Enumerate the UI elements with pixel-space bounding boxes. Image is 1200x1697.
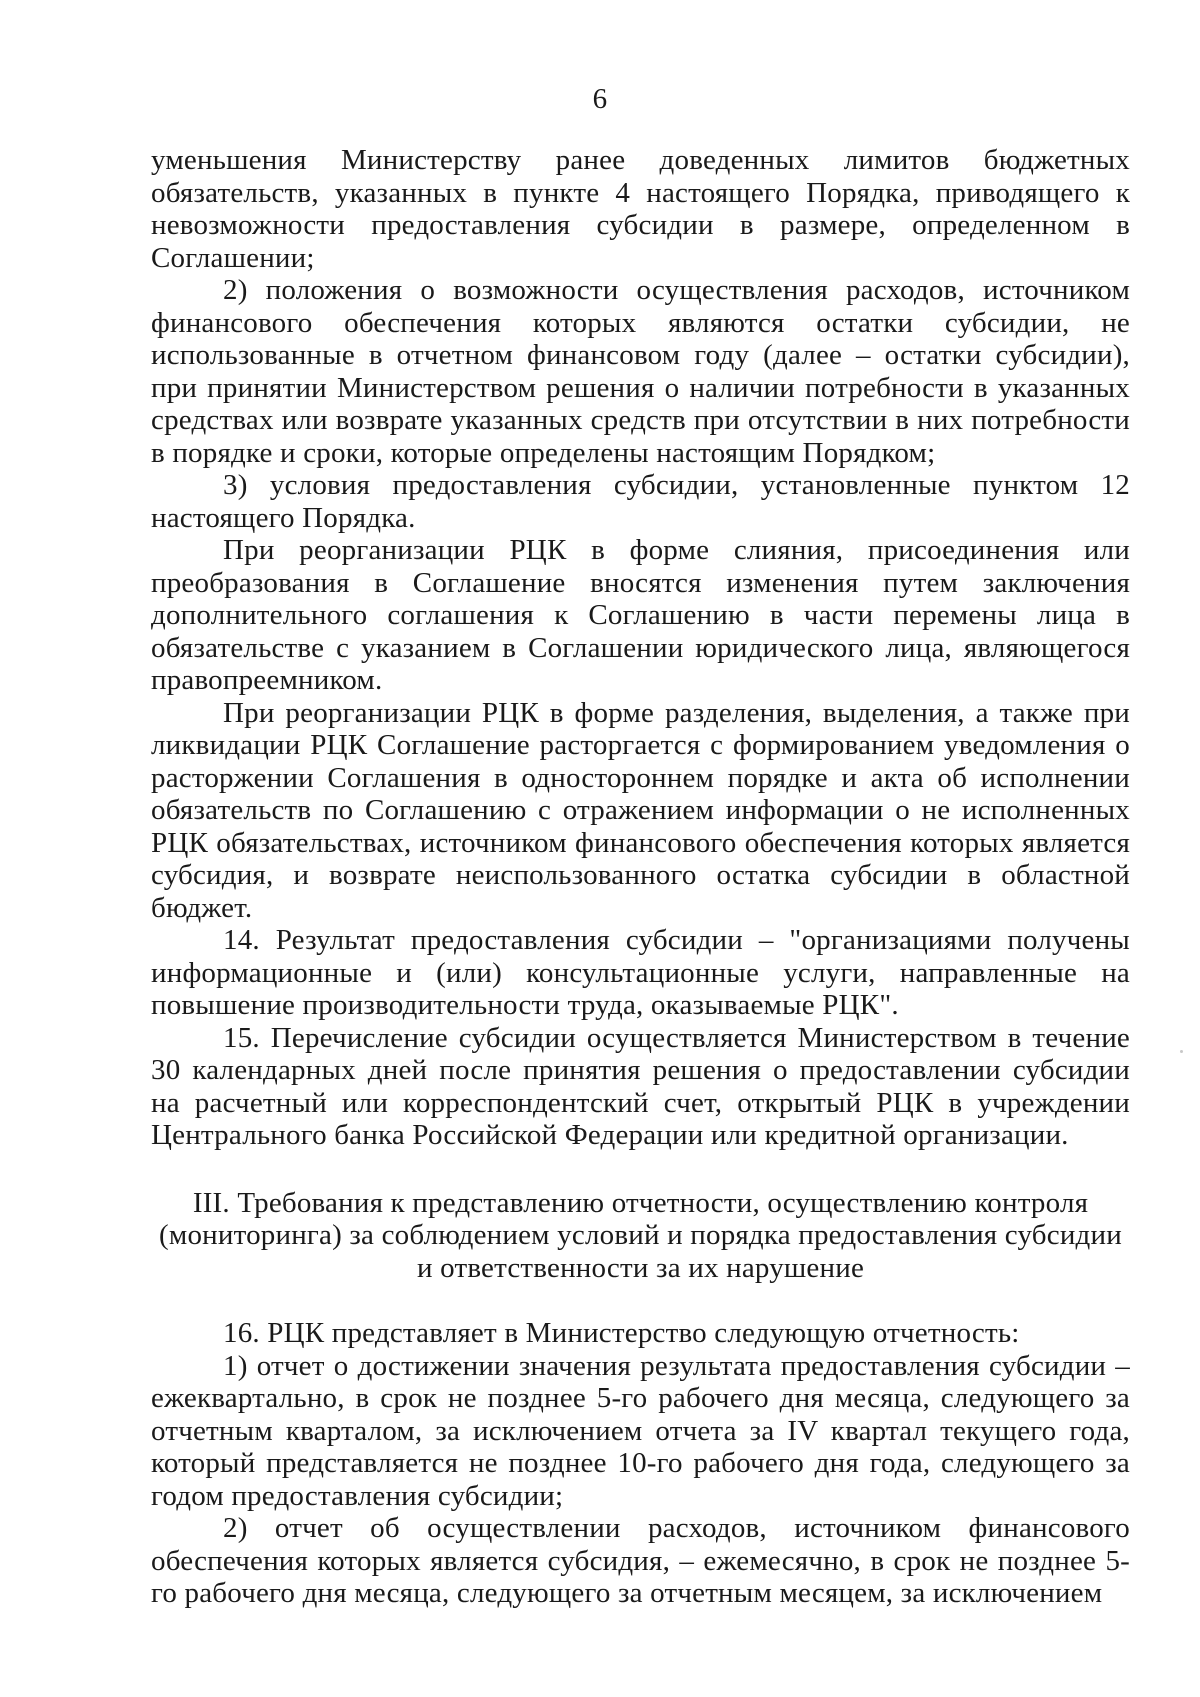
paragraph-clause-16: 16. РЦК представляет в Министерство следующую отчетность: xyxy=(223,1317,1020,1349)
paragraph-item-3-conditions: 3) условия предоставления субсидии, установленные пунктом 12 настоящего Порядка. xyxy=(151,469,1130,534)
scan-speck xyxy=(1180,1050,1183,1053)
paragraph-item-2-balances: 2) положения о возможности осуществления расходов, источником финансового обеспечения которых являются остатки субсидии, не использованные в отчетном финансовом году (далее – остатки субсидии), при принятии Министерством решения о наличии потребности в указанных средствах или возврате указанных средств при отсутствии в них потребности в порядке и сроки, которые определены настоящим Порядком; xyxy=(151,274,1130,469)
paragraph-reorganization-merger: При реорганизации РЦК в форме слияния, присоединения или преобразования в Соглашение вносятся изменения путем заключения дополнительного соглашения к Соглашению в части перемены лица в обязательстве с указанием в Соглашении юридического лица, являющегося правопреемником. xyxy=(151,534,1130,696)
paragraph-report-1: 1) отчет о достижении значения результата предоставления субсидии – ежеквартально, в срок не позднее 5-го рабочего дня месяца, следующего за отчетным кварталом, за исключением отчета за IV квартал текущего года, который представляется не позднее 10-го рабочего дня года, следующего за годом предоставления субсидии; xyxy=(151,1349,1130,1512)
paragraph-reorganization-division: При реорганизации РЦК в форме разделения, выделения, а также при ликвидации РЦК Соглашение расторгается с формированием уведомления о расторжении Соглашения в одностороннем порядке и акта об исполнении обязательств по Соглашению с отражением информации о не исполненных РЦК обязательствах, источником финансового обеспечения которых является субсидия, и возврате неиспользованного остатка субсидии в областной бюджет. xyxy=(151,696,1130,924)
paragraph-continuation: уменьшения Министерству ранее доведенных лимитов бюджетных обязательств, указанных в пункте 4 настоящего Порядка, приводящего к невозможности предоставления субсидии в размере, определенном в Соглашении; xyxy=(151,144,1130,274)
paragraph-clause-14: 14. Результат предоставления субсидии – "организациями получены информационные и (или) консультационные услуги, направленные на повышение производительности труда, оказываемые РЦК". xyxy=(151,924,1130,1021)
paragraph-report-2: 2) отчет об осуществлении расходов, источником финансового обеспечения которых является субсидия, – ежемесячно, в срок не позднее 5-го рабочего дня месяца, следующего за отчетным месяцем, за исключением xyxy=(151,1512,1130,1609)
paragraph-clause-15: 15. Перечисление субсидии осуществляется Министерством в течение 30 календарных дней после принятия решения о предоставлении субсидии на расчетный или корреспондентский счет, открытый РЦК в учреждении Центрального банка Российской Федерации или кредитной организации. xyxy=(151,1021,1130,1151)
section-heading-line: (мониторинга) за соблюдением условий и порядка предоставления субсидии xyxy=(159,1219,1122,1251)
section-heading xyxy=(151,1187,1130,1285)
section-heading-line: и ответственности за их нарушение xyxy=(416,1251,865,1284)
document-body xyxy=(151,144,1130,1610)
section-heading-line: III. Требования к представлению отчетности, осуществлению контроля xyxy=(192,1186,1089,1219)
page-number: 6 xyxy=(592,83,608,115)
